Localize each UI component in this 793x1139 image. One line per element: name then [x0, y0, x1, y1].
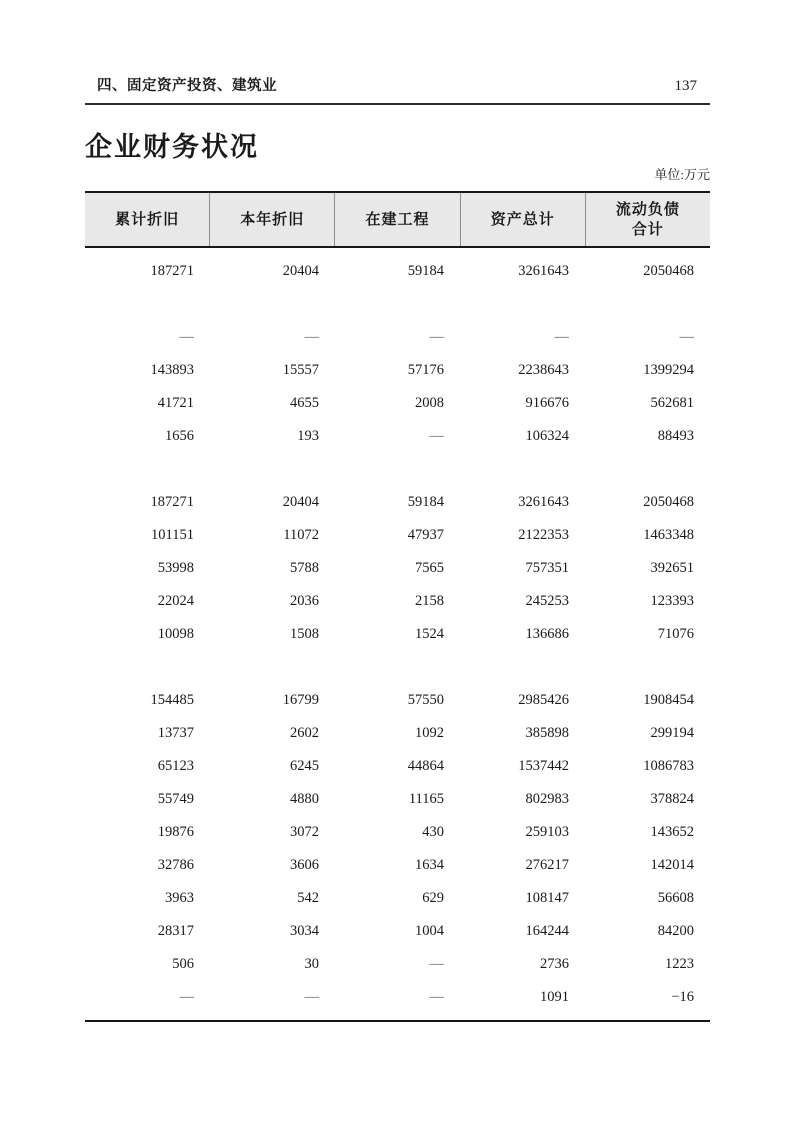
table-cell: 142014	[650, 857, 694, 873]
financial-table	[85, 191, 710, 1022]
table-cell: 1656	[165, 428, 194, 444]
table-cell: 22024	[157, 593, 194, 609]
table-cell: 187271	[150, 494, 194, 510]
table-cell: 84200	[657, 923, 694, 939]
table-cell: 4880	[290, 791, 319, 807]
table-cell: 32786	[157, 857, 194, 873]
table-row	[85, 321, 710, 354]
row-group-0	[85, 255, 710, 288]
page-title: 企业财务状况	[85, 132, 259, 162]
column-header-4	[585, 193, 710, 246]
table-cell: 19876	[157, 824, 194, 840]
table-cell: 3072	[290, 824, 319, 840]
table-cell: 2050468	[643, 494, 694, 510]
table-cell: 187271	[150, 263, 194, 279]
table-cell: 3606	[290, 857, 319, 873]
row-group-2	[85, 486, 710, 651]
table-cell: 1524	[415, 626, 444, 642]
column-header-0	[85, 193, 209, 246]
table-cell: 154485	[150, 692, 194, 708]
page-number: 137	[674, 78, 697, 94]
table-row	[85, 420, 710, 453]
table-row	[85, 486, 710, 519]
table-cell: 378824	[650, 791, 694, 807]
table-row	[85, 519, 710, 552]
table-row	[85, 552, 710, 585]
table-cell: 2008	[415, 395, 444, 411]
table-cell: 3261643	[518, 494, 569, 510]
table-cell: 30	[304, 956, 319, 972]
column-header-label: 本年折旧	[240, 210, 305, 228]
table-row	[85, 882, 710, 915]
table-cell: —	[304, 329, 319, 345]
table-cell: 164244	[525, 923, 569, 939]
table-row	[85, 387, 710, 420]
table-cell: 11072	[283, 527, 319, 543]
table-row	[85, 618, 710, 651]
row-group-3	[85, 684, 710, 1014]
table-cell: —	[554, 329, 569, 345]
table-cell: 13737	[157, 725, 194, 741]
column-header-3	[460, 193, 585, 246]
table-row	[85, 849, 710, 882]
table-row	[85, 684, 710, 717]
table-cell: 3963	[165, 890, 194, 906]
table-cell: 57176	[407, 362, 444, 378]
table-row	[85, 717, 710, 750]
table-cell: 5788	[290, 560, 319, 576]
table-cell: 1092	[415, 725, 444, 741]
table-cell: 56608	[657, 890, 694, 906]
table-cell: —	[429, 428, 444, 444]
table-cell: 1223	[665, 956, 694, 972]
table-cell: 2036	[290, 593, 319, 609]
table-cell: 1537442	[518, 758, 569, 774]
table-cell: 20404	[282, 494, 319, 510]
table-cell: 6245	[290, 758, 319, 774]
table-cell: —	[304, 989, 319, 1005]
column-header-2	[334, 193, 459, 246]
column-header-label-line2: 合计	[631, 220, 664, 238]
table-row	[85, 948, 710, 981]
table-cell: 1508	[290, 626, 319, 642]
table-cell: 11165	[408, 791, 444, 807]
table-cell: 2736	[540, 956, 569, 972]
table-row	[85, 585, 710, 618]
table-header-row	[85, 193, 710, 248]
table-cell: 2985426	[518, 692, 569, 708]
table-cell: 2050468	[643, 263, 694, 279]
header-rule-divider	[85, 103, 710, 105]
table-cell: 101151	[151, 527, 194, 543]
table-row	[85, 981, 710, 1014]
table-cell: 41721	[157, 395, 194, 411]
table-cell: 1463348	[643, 527, 694, 543]
table-cell: 1399294	[643, 362, 694, 378]
table-cell: 259103	[525, 824, 569, 840]
table-cell: 802983	[525, 791, 569, 807]
table-cell: 1908454	[643, 692, 694, 708]
table-cell: 44864	[407, 758, 444, 774]
table-cell: 10098	[157, 626, 194, 642]
unit-label: 单位:万元	[654, 167, 710, 182]
table-cell: 542	[297, 890, 319, 906]
table-cell: 1004	[415, 923, 444, 939]
table-row	[85, 816, 710, 849]
table-cell: 1086783	[643, 758, 694, 774]
table-cell: −16	[671, 989, 694, 1005]
table-cell: 299194	[650, 725, 694, 741]
table-row	[85, 354, 710, 387]
table-cell: 28317	[157, 923, 194, 939]
column-header-label: 流动负债	[615, 200, 680, 218]
table-row	[85, 255, 710, 288]
table-cell: 55749	[157, 791, 194, 807]
table-cell: 2602	[290, 725, 319, 741]
table-cell: 430	[422, 824, 444, 840]
table-cell: 136686	[525, 626, 569, 642]
table-cell: 4655	[290, 395, 319, 411]
table-cell: 385898	[525, 725, 569, 741]
section-title: 四、固定资产投资、建筑业	[97, 78, 277, 94]
column-header-label: 资产总计	[490, 210, 555, 228]
table-body	[85, 248, 710, 1020]
table-cell: 16799	[282, 692, 319, 708]
table-cell: 20404	[282, 263, 319, 279]
table-cell: 2238643	[518, 362, 569, 378]
table-cell: 3261643	[518, 263, 569, 279]
table-cell: 15557	[282, 362, 319, 378]
table-cell: 59184	[407, 494, 444, 510]
table-cell: —	[179, 989, 194, 1005]
table-row	[85, 783, 710, 816]
table-row	[85, 750, 710, 783]
table-cell: 392651	[650, 560, 694, 576]
table-cell: 143652	[650, 824, 694, 840]
table-cell: 2158	[415, 593, 444, 609]
table-cell: 1634	[415, 857, 444, 873]
table-cell: 2122353	[518, 527, 569, 543]
table-cell: 629	[422, 890, 444, 906]
table-cell: 53998	[157, 560, 194, 576]
table-cell: 108147	[525, 890, 569, 906]
table-cell: 562681	[650, 395, 694, 411]
table-cell: 71076	[657, 626, 694, 642]
table-cell: 3034	[290, 923, 319, 939]
table-cell: 916676	[525, 395, 569, 411]
table-cell: 47937	[407, 527, 444, 543]
column-header-1	[209, 193, 334, 246]
table-cell: 757351	[525, 560, 569, 576]
table-cell: 65123	[157, 758, 194, 774]
table-cell: —	[429, 329, 444, 345]
table-cell: —	[679, 329, 694, 345]
table-cell: —	[179, 329, 194, 345]
table-row	[85, 915, 710, 948]
table-cell: 193	[297, 428, 319, 444]
column-header-label: 在建工程	[365, 210, 430, 228]
running-header	[85, 76, 710, 95]
table-cell: 143893	[150, 362, 194, 378]
table-cell: 88493	[657, 428, 694, 444]
table-cell: 123393	[650, 593, 694, 609]
table-cell: 106324	[525, 428, 569, 444]
table-cell: 276217	[525, 857, 569, 873]
table-cell: 59184	[407, 263, 444, 279]
column-header-label: 累计折旧	[115, 210, 180, 228]
table-cell: 1091	[540, 989, 569, 1005]
table-cell: 506	[172, 956, 194, 972]
table-cell: 7565	[415, 560, 444, 576]
table-cell: 245253	[525, 593, 569, 609]
table-cell: —	[429, 989, 444, 1005]
row-group-1	[85, 321, 710, 453]
table-cell: 57550	[407, 692, 444, 708]
table-cell: —	[429, 956, 444, 972]
